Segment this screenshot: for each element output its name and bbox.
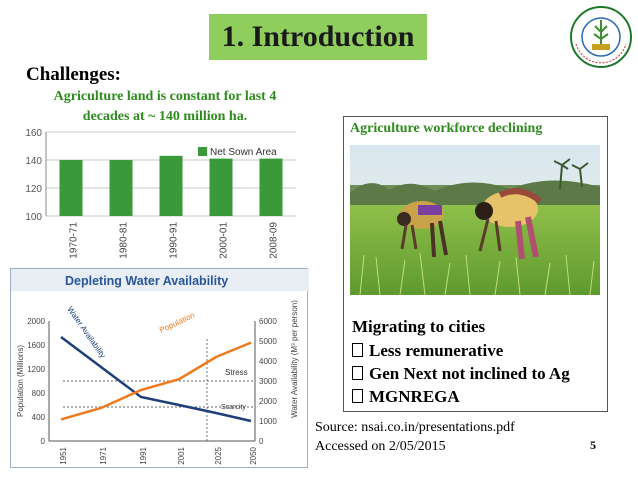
bullet-box-icon [352,343,363,357]
slide-title: 1. Introduction [221,20,415,53]
x-tick-label: 1990-91 [168,222,180,259]
x-tick-label: 1971 [99,447,109,465]
bar [60,160,83,216]
source-line1: Source: nsai.co.in/presentations.pdf [315,420,515,435]
legend-label: Net Sown Area [210,147,277,158]
workforce-heading: Agriculture workforce declining [350,121,543,136]
x-tick-label: 1980-81 [118,222,130,259]
bullet-box-icon [352,389,363,403]
land-note-line1: Agriculture land is constant for last 4 [53,89,277,104]
x-tick-label: 1951 [59,447,69,465]
workforce-panel [343,116,608,412]
bar [210,159,233,216]
y-tick-label: 120 [25,184,42,195]
population-series-label: Population [158,310,197,335]
right-tick-label: 4000 [259,357,277,366]
right-tick-label: 2000 [259,397,277,406]
right-tick-label: 1000 [259,417,277,426]
left-axis-label: Population (Millions) [16,344,25,418]
right-axis-label: Water Availability (M³ per person) [290,300,299,418]
x-tick-label: 2025 [214,447,224,465]
left-tick-label: 400 [31,413,45,422]
y-tick-label: 100 [25,212,42,223]
source-citation [315,418,515,456]
bar [110,160,133,216]
farm-workers-photo [350,145,600,295]
slide-title-box [209,14,427,60]
x-tick-label: 2008-09 [268,222,280,259]
right-tick-label: 0 [259,437,264,446]
legend-swatch [198,147,207,156]
migrating-heading: Migrating to cities [352,317,486,336]
stress-label: Stress [225,368,248,377]
source-line2: Accessed on 2/05/2015 [315,439,446,454]
water-availability-panel [10,268,308,468]
institute-logo-icon [568,4,634,70]
y-tick-label: 140 [25,156,42,167]
y-tick-label: 160 [25,128,42,139]
right-tick-label: 3000 [259,377,277,386]
land-note-line2: decades at ~ 140 million ha. [82,109,248,124]
left-tick-label: 0 [40,437,45,446]
chart-title: Depleting Water Availability [65,274,229,288]
net-sown-area-chart [10,126,302,270]
scarcity-label: Scarcity [221,404,246,411]
challenges-heading: Challenges: [26,64,121,85]
bullet-item: MGNREGA [352,387,460,407]
x-tick-label: 2000-01 [218,222,230,259]
bullet-item: Gen Next not inclined to Ag [352,364,570,384]
water-availability-series-label: Water Availability [65,304,108,360]
right-tick-label: 5000 [259,337,277,346]
bar [260,159,283,216]
bullet-box-icon [352,366,363,380]
x-tick-label: 1991 [139,447,149,465]
left-tick-label: 800 [31,389,45,398]
left-tick-label: 1200 [27,365,45,374]
bar [160,156,183,216]
x-tick-label: 2050 [249,447,259,465]
x-tick-label: 2001 [177,447,187,465]
land-note [30,87,300,127]
x-tick-label: 1970-71 [68,222,80,259]
page-number: 5 [590,438,596,452]
left-tick-label: 2000 [27,317,45,326]
bullet-item: Less remunerative [352,341,503,361]
right-tick-label: 6000 [259,317,277,326]
left-tick-label: 1600 [27,341,45,350]
water-availability-chart [11,269,309,469]
